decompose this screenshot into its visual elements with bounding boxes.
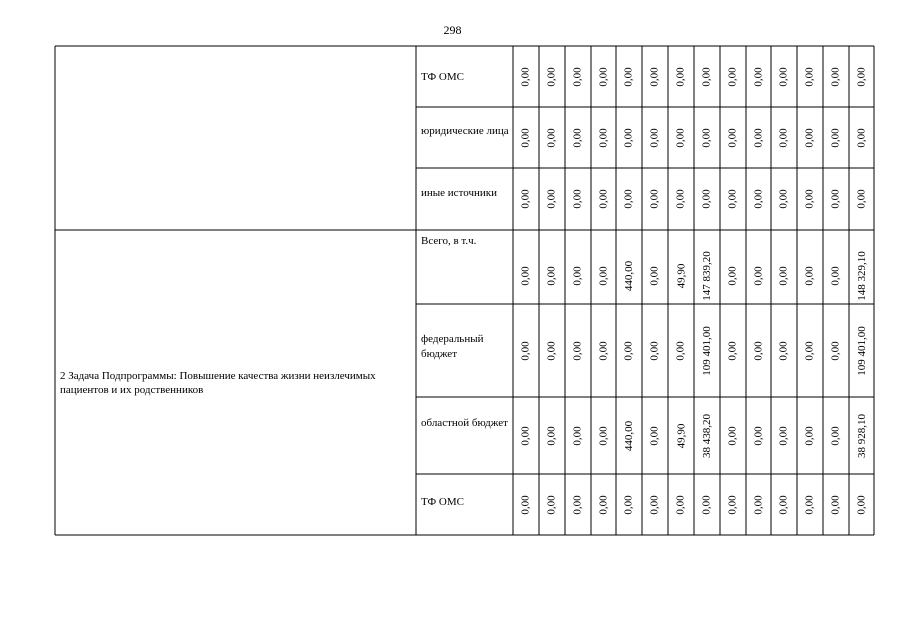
cell-value: 0,00 — [701, 494, 713, 515]
cell-value: 0,00 — [778, 66, 790, 87]
source-label: юридические лица — [421, 125, 509, 137]
value-cell — [694, 107, 720, 168]
value-cell — [823, 46, 849, 107]
cell-value: 0,00 — [804, 266, 816, 286]
value-cell — [746, 46, 771, 107]
value-cell — [539, 107, 565, 168]
value-cell — [694, 248, 720, 304]
value-cell — [616, 107, 642, 168]
cell-value: 0,00 — [752, 340, 765, 361]
value-cell — [668, 248, 694, 304]
cell-value: 0,00 — [804, 340, 816, 361]
value-cell — [539, 304, 565, 397]
value-cell — [565, 46, 591, 107]
cell-value: 0,00 — [675, 127, 687, 148]
value-cell — [642, 107, 668, 168]
value-cell — [539, 168, 565, 230]
cell-value: 109 401,00 — [855, 325, 868, 376]
value-cell — [849, 304, 874, 397]
value-cell — [642, 168, 668, 230]
cell-value: 0,00 — [830, 266, 842, 286]
cell-value: 0,00 — [830, 425, 842, 446]
cell-value: 0,00 — [623, 494, 635, 515]
value-cell — [694, 474, 720, 535]
value-cell — [591, 474, 616, 535]
value-cell — [642, 474, 668, 535]
cell-value: 0,00 — [727, 266, 739, 286]
value-cell — [565, 107, 591, 168]
cell-value: 0,00 — [572, 66, 584, 87]
cell-value: 0,00 — [649, 189, 661, 209]
value-cell — [616, 304, 642, 397]
cell-value: 0,00 — [649, 127, 661, 148]
value-cell — [771, 168, 797, 230]
value-cell — [565, 474, 591, 535]
cell-value: 0,00 — [546, 266, 558, 286]
cell-value: 49,90 — [675, 263, 687, 289]
cell-value: 0,00 — [649, 66, 661, 87]
cell-value: 0,00 — [830, 340, 842, 361]
cell-value: 0,00 — [546, 494, 558, 515]
source-label: Всего, в т.ч. — [421, 235, 477, 247]
cell-value: 0,00 — [520, 127, 532, 148]
value-cell — [694, 46, 720, 107]
cell-value: 0,00 — [701, 127, 713, 148]
cell-value: 0,00 — [623, 340, 635, 361]
value-cell — [616, 248, 642, 304]
value-cell — [746, 474, 771, 535]
cell-value: 147 839,20 — [701, 251, 713, 301]
value-cell — [565, 248, 591, 304]
cell-value: 0,00 — [520, 66, 532, 87]
cell-value: 0,00 — [572, 494, 584, 515]
cell-value: 0,00 — [830, 127, 842, 148]
value-cell — [668, 46, 694, 107]
cell-value: 0,00 — [572, 189, 584, 209]
value-cell — [849, 397, 874, 474]
cell-value: 0,00 — [855, 494, 868, 515]
value-cell — [797, 304, 823, 397]
cell-value: 0,00 — [520, 189, 532, 209]
cell-value: 0,00 — [623, 127, 635, 148]
value-cell — [565, 304, 591, 397]
cell-value: 0,00 — [727, 425, 739, 446]
cell-value: 0,00 — [623, 66, 635, 87]
cell-value: 440,00 — [623, 420, 635, 451]
value-cell — [849, 248, 874, 304]
cell-value: 0,00 — [727, 189, 739, 209]
value-cell — [616, 168, 642, 230]
source-label: ТФ ОМС — [421, 71, 464, 83]
cell-value: 0,00 — [520, 340, 532, 361]
cell-value: 0,00 — [623, 189, 635, 209]
value-cell — [591, 304, 616, 397]
cell-value: 0,00 — [572, 340, 584, 361]
value-cell — [642, 397, 668, 474]
cell-value: 0,00 — [572, 266, 584, 286]
value-cell — [797, 474, 823, 535]
value-cell — [771, 46, 797, 107]
cell-value: 0,00 — [597, 494, 610, 515]
value-cell — [616, 397, 642, 474]
value-cell — [849, 46, 874, 107]
source-label: ТФ ОМС — [421, 496, 464, 508]
value-cell — [797, 168, 823, 230]
cell-value: 38 928,10 — [855, 413, 868, 458]
source-label: иные источники — [421, 187, 497, 199]
cell-value: 38 438,20 — [701, 413, 713, 458]
cell-value: 0,00 — [830, 189, 842, 209]
cell-value: 0,00 — [752, 189, 765, 209]
cell-value: 0,00 — [830, 494, 842, 515]
value-cell — [642, 46, 668, 107]
value-cell — [720, 397, 746, 474]
cell-value: 0,00 — [804, 189, 816, 209]
value-cell — [513, 474, 539, 535]
value-cell — [720, 107, 746, 168]
cell-value: 0,00 — [855, 189, 868, 209]
value-cell — [513, 46, 539, 107]
source-label: федеральный бюджет — [421, 333, 484, 360]
value-cell — [849, 107, 874, 168]
value-cell — [539, 474, 565, 535]
cell-value: 0,00 — [855, 127, 868, 148]
value-cell — [642, 248, 668, 304]
cell-value: 0,00 — [572, 127, 584, 148]
value-cell — [694, 168, 720, 230]
value-cell — [565, 168, 591, 230]
value-cell — [771, 248, 797, 304]
value-cell — [823, 474, 849, 535]
cell-value: 0,00 — [778, 189, 790, 209]
task-label: 2 Задача Подпрограммы: Повышение качества жизни неизлечимых пациентов и их родственников — [60, 370, 376, 396]
value-cell — [746, 248, 771, 304]
value-cell — [539, 46, 565, 107]
cell-value: 0,00 — [804, 66, 816, 87]
value-cell — [823, 107, 849, 168]
value-cell — [616, 46, 642, 107]
cell-value: 0,00 — [597, 266, 610, 286]
cell-value: 109 401,00 — [701, 325, 713, 376]
value-cell — [746, 397, 771, 474]
value-cell — [746, 107, 771, 168]
cell-value: 0,00 — [546, 189, 558, 209]
cell-value: 0,00 — [520, 266, 532, 286]
value-cell — [591, 46, 616, 107]
cell-value: 0,00 — [597, 340, 610, 361]
value-cell — [694, 397, 720, 474]
cell-value: 0,00 — [778, 127, 790, 148]
cell-value: 0,00 — [546, 425, 558, 446]
cell-value: 0,00 — [727, 127, 739, 148]
value-cell — [668, 107, 694, 168]
value-cell — [539, 248, 565, 304]
cell-value: 0,00 — [546, 340, 558, 361]
value-cell — [616, 474, 642, 535]
value-cell — [591, 397, 616, 474]
cell-value: 0,00 — [830, 66, 842, 87]
value-cell — [771, 304, 797, 397]
cell-value: 440,00 — [623, 260, 635, 292]
value-cell — [823, 304, 849, 397]
value-cell — [849, 474, 874, 535]
cell-value: 0,00 — [546, 66, 558, 87]
value-cell — [746, 304, 771, 397]
value-cell — [797, 107, 823, 168]
value-cell — [668, 474, 694, 535]
cell-value: 0,00 — [597, 127, 610, 148]
value-cell — [668, 304, 694, 397]
cell-value: 0,00 — [675, 494, 687, 515]
cell-value: 0,00 — [597, 189, 610, 209]
cell-value: 0,00 — [752, 494, 765, 515]
cell-value: 0,00 — [752, 425, 765, 446]
value-cell — [513, 304, 539, 397]
cell-value: 0,00 — [520, 425, 532, 446]
value-cell — [513, 248, 539, 304]
page-number: 298 — [443, 23, 462, 37]
cell-value: 0,00 — [752, 66, 765, 87]
cell-value: 0,00 — [572, 425, 584, 446]
value-cell — [694, 304, 720, 397]
value-cell — [797, 248, 823, 304]
value-cell — [771, 107, 797, 168]
value-cell — [823, 397, 849, 474]
value-cell — [849, 168, 874, 230]
value-cell — [513, 168, 539, 230]
value-cell — [668, 397, 694, 474]
value-cell — [746, 168, 771, 230]
cell-value: 0,00 — [597, 425, 610, 446]
value-cell — [797, 46, 823, 107]
source-label: областной бюджет — [421, 417, 508, 429]
value-cell — [720, 248, 746, 304]
value-cell — [823, 248, 849, 304]
cell-value: 0,00 — [778, 494, 790, 515]
cell-value: 0,00 — [778, 340, 790, 361]
cell-value: 0,00 — [649, 266, 661, 286]
value-cell — [720, 46, 746, 107]
value-cell — [720, 304, 746, 397]
cell-value: 49,90 — [675, 423, 687, 448]
cell-value: 0,00 — [649, 340, 661, 361]
value-cell — [591, 248, 616, 304]
value-cell — [642, 304, 668, 397]
cell-value: 0,00 — [778, 425, 790, 446]
cell-value: 0,00 — [727, 340, 739, 361]
cell-value: 0,00 — [675, 340, 687, 361]
value-cell — [513, 107, 539, 168]
value-cell — [539, 397, 565, 474]
value-cell — [565, 397, 591, 474]
cell-value: 0,00 — [701, 189, 713, 209]
value-cell — [720, 168, 746, 230]
cell-value: 148 329,10 — [855, 251, 868, 301]
cell-value: 0,00 — [701, 66, 713, 87]
value-cell — [513, 397, 539, 474]
cell-value: 0,00 — [804, 425, 816, 446]
cell-value: 0,00 — [778, 266, 790, 286]
value-cell — [591, 107, 616, 168]
value-cell — [797, 397, 823, 474]
value-cell — [771, 397, 797, 474]
cell-value: 0,00 — [675, 189, 687, 209]
cell-value: 0,00 — [752, 127, 765, 148]
cell-value: 0,00 — [752, 266, 765, 286]
cell-value: 0,00 — [855, 66, 868, 87]
cell-value: 0,00 — [804, 127, 816, 148]
value-cell — [771, 474, 797, 535]
value-cell — [668, 168, 694, 230]
cell-value: 0,00 — [546, 127, 558, 148]
cell-value: 0,00 — [675, 66, 687, 87]
value-cell — [823, 168, 849, 230]
value-cell — [591, 168, 616, 230]
cell-value: 0,00 — [520, 494, 532, 515]
cell-value: 0,00 — [597, 66, 610, 87]
value-cell — [720, 474, 746, 535]
cell-value: 0,00 — [727, 494, 739, 515]
cell-value: 0,00 — [804, 494, 816, 515]
cell-value: 0,00 — [649, 494, 661, 515]
cell-value: 0,00 — [649, 425, 661, 446]
cell-value: 0,00 — [727, 66, 739, 87]
